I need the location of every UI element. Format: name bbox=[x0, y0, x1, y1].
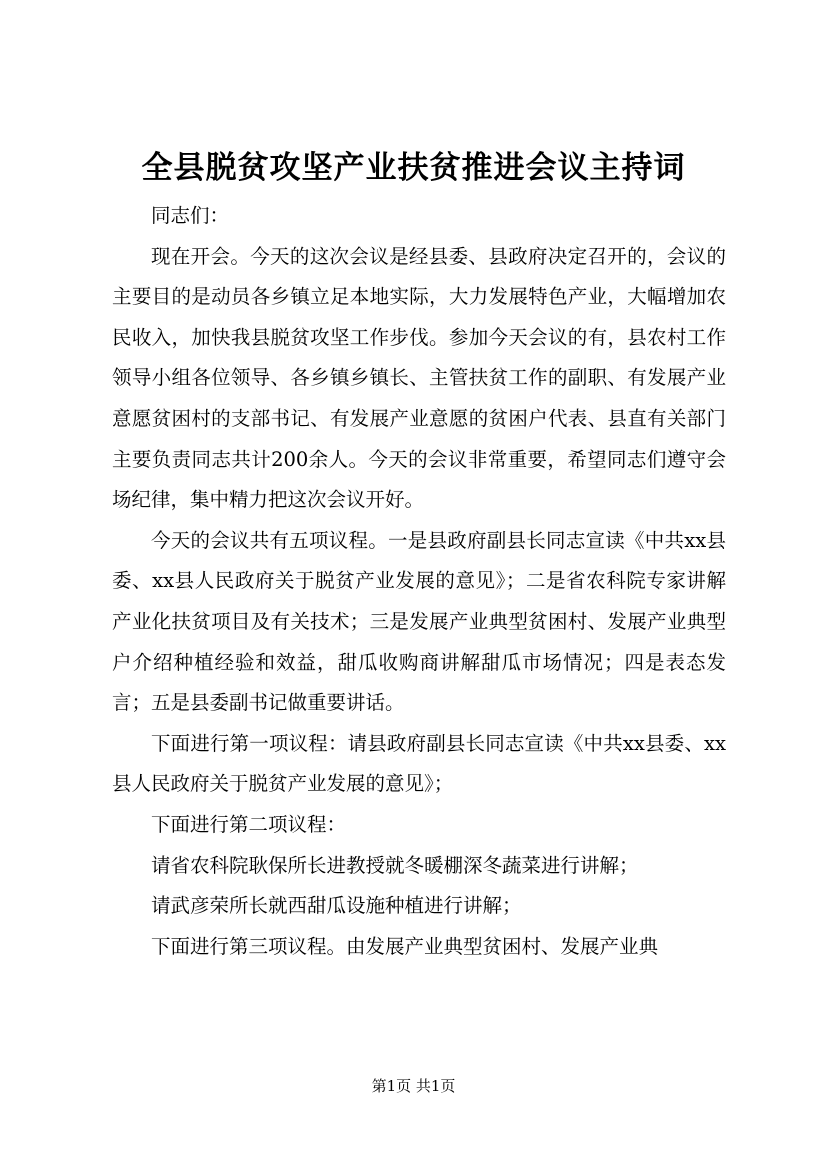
paragraph-item-two: 下面进行第二项议程： bbox=[151, 812, 347, 836]
paragraph-greeting: 同志们： bbox=[151, 204, 230, 227]
paragraph-speaker-one: 请省农科院耿保所长进教授就冬暖棚深冬蔬菜进行讲解； bbox=[151, 853, 639, 877]
paragraph-agenda: 今天的会议共有五项议程。一是县政府副县长同志宣读《中共xx县委、xx县人民政府关于脱贫产业发展的意见》；二是省农科院专家讲解产业化扶贫项目及有关技术；三是发展产业典型贫困村、发展产业典型户介绍种植经验和效益，甜瓜收购商讲解甜瓜市场情况；四是表态发言；五是县委副书记做重要讲话。 bbox=[112, 528, 726, 715]
paragraph-item-three: 下面进行第三项议程。由发展产业典型贫困村、发展产业典 bbox=[151, 934, 659, 958]
page-footer: 第1页 共1页 bbox=[371, 1077, 456, 1095]
document-body bbox=[112, 196, 726, 967]
paragraph-speaker-two: 请武彦荣所长就西甜瓜设施种植进行讲解； bbox=[151, 894, 522, 918]
paragraph-opening: 现在开会。今天的这次会议是经县委、县政府决定召开的，会议的主要目的是动员各乡镇立足本地实际，大力发展特色产业，大幅增加农民收入，加快我县脱贫攻坚工作步伐。参加今天会议的有，县农村工作领导小组各位领导、各乡镇乡镇长、主管扶贫工作的副职、有发展产业意愿贫困村的支部书记、有发展产业意愿的贫困户代表、县直有关部门主要负责同志共计200余人。今天的会议非常重要，希望同志们遵守会场纪律，集中精力把这次会议开好。 bbox=[112, 244, 726, 512]
paragraph-item-one: 下面进行第一项议程：请县政府副县长同志宣读《中共xx县委、xx县人民政府关于脱贫产业发展的意见》； bbox=[112, 731, 726, 796]
document-title: 全县脱贫攻坚产业扶贫推进会议主持词 bbox=[141, 150, 686, 186]
